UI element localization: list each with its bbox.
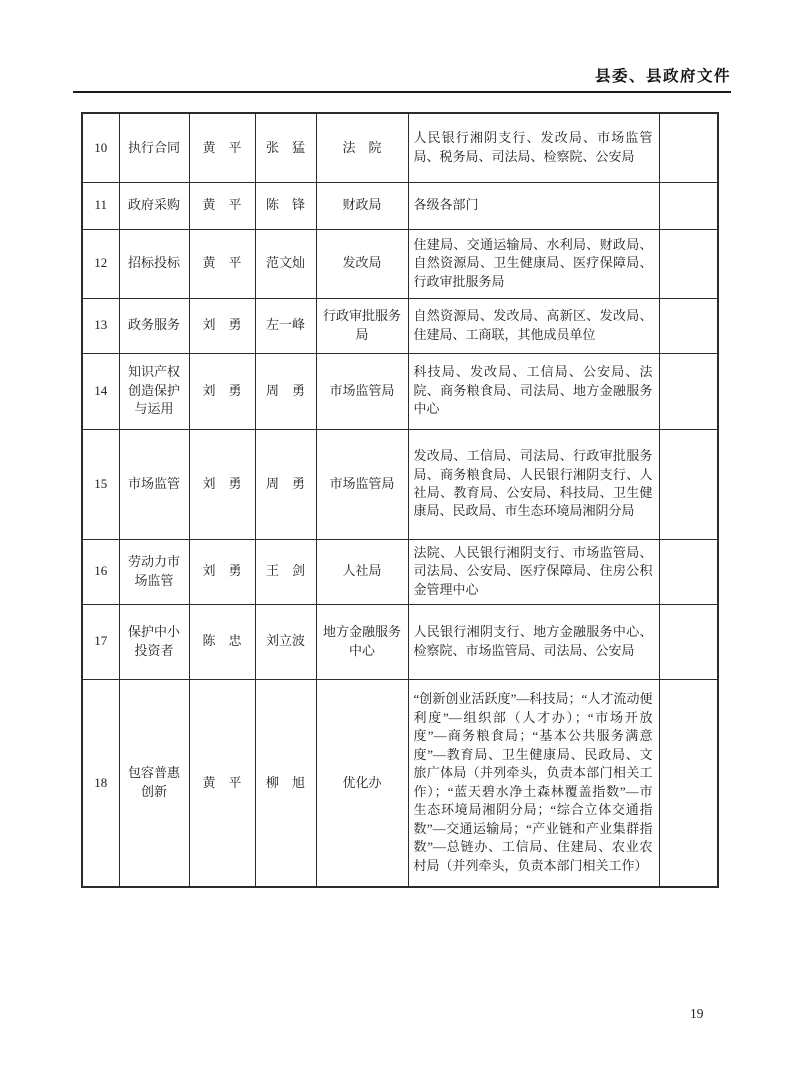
responsible-units-cell: 人民银行湘阴支行、发改局、市场监管局、税务局、司法局、检察院、公安局 [408, 113, 659, 182]
seq-cell: 13 [82, 298, 119, 353]
responsibility-table [81, 112, 719, 888]
table-row [82, 539, 718, 604]
first-leader-cell: 黄 平 [189, 182, 255, 229]
first-leader-cell: 刘 勇 [189, 353, 255, 429]
first-leader-cell: 陈 忠 [189, 604, 255, 679]
page-header-title: 县委、县政府文件 [594, 68, 731, 85]
remark-cell [659, 429, 718, 539]
responsible-units-cell: “创新创业活跃度”—科技局；“人才流动便利度”—组织部（人才办）；“市场开放度”—商务粮食局；“基本公共服务满意度”—教育局、卫生健康局、民政局、文旅广体局（并列牵头，负责本部门相关工作）；“蓝天碧水净土森林覆盖指数”—市生态环境局湘阴分局；“综合立体交通指数”—交通运输局；“产业链和产业集群指数”—总链办、工信局、住建局、农业农村局（并列牵头，负责本部门相关工作） [408, 679, 659, 887]
table-row [82, 113, 718, 182]
lead-unit-cell: 优化办 [316, 679, 408, 887]
table-row [82, 679, 718, 887]
second-leader-cell: 张 猛 [255, 113, 316, 182]
indicator-cell: 保护中小投资者 [119, 604, 189, 679]
indicator-cell: 执行合同 [119, 113, 189, 182]
remark-cell [659, 353, 718, 429]
responsible-units-cell: 各级各部门 [408, 182, 659, 229]
header-rule [73, 91, 731, 93]
seq-cell: 15 [82, 429, 119, 539]
first-leader-cell: 刘 勇 [189, 429, 255, 539]
second-leader-cell: 柳 旭 [255, 679, 316, 887]
indicator-cell: 市场监管 [119, 429, 189, 539]
indicator-cell: 政务服务 [119, 298, 189, 353]
first-leader-cell: 黄 平 [189, 679, 255, 887]
table-row [82, 429, 718, 539]
seq-cell: 14 [82, 353, 119, 429]
remark-cell [659, 604, 718, 679]
remark-cell [659, 229, 718, 298]
page-number: 19 [690, 1006, 704, 1021]
lead-unit-cell: 地方金融服务中心 [316, 604, 408, 679]
responsible-units-cell: 住建局、交通运输局、水利局、财政局、自然资源局、卫生健康局、医疗保障局、行政审批服务局 [408, 229, 659, 298]
lead-unit-cell: 发改局 [316, 229, 408, 298]
seq-cell: 11 [82, 182, 119, 229]
table-row [82, 604, 718, 679]
lead-unit-cell: 财政局 [316, 182, 408, 229]
remark-cell [659, 298, 718, 353]
second-leader-cell: 周 勇 [255, 429, 316, 539]
second-leader-cell: 刘立波 [255, 604, 316, 679]
indicator-cell: 包容普惠创新 [119, 679, 189, 887]
seq-cell: 17 [82, 604, 119, 679]
table-row [82, 298, 718, 353]
table-row [82, 353, 718, 429]
indicator-cell: 知识产权创造保护与运用 [119, 353, 189, 429]
second-leader-cell: 王 剑 [255, 539, 316, 604]
indicator-cell: 劳动力市场监管 [119, 539, 189, 604]
remark-cell [659, 113, 718, 182]
first-leader-cell: 黄 平 [189, 229, 255, 298]
seq-cell: 12 [82, 229, 119, 298]
responsible-units-cell: 人民银行湘阴支行、地方金融服务中心、检察院、市场监管局、司法局、公安局 [408, 604, 659, 679]
remark-cell [659, 182, 718, 229]
second-leader-cell: 左一峰 [255, 298, 316, 353]
remark-cell [659, 679, 718, 887]
seq-cell: 16 [82, 539, 119, 604]
responsible-units-cell: 法院、人民银行湘阴支行、市场监管局、司法局、公安局、医疗保障局、住房公积金管理中心 [408, 539, 659, 604]
responsible-units-cell: 发改局、工信局、司法局、行政审批服务局、商务粮食局、人民银行湘阴支行、人社局、教育局、公安局、科技局、卫生健康局、民政局、市生态环境局湘阴分局 [408, 429, 659, 539]
indicator-cell: 政府采购 [119, 182, 189, 229]
second-leader-cell: 陈 锋 [255, 182, 316, 229]
lead-unit-cell: 市场监管局 [316, 353, 408, 429]
second-leader-cell: 周 勇 [255, 353, 316, 429]
table-row [82, 182, 718, 229]
indicator-cell: 招标投标 [119, 229, 189, 298]
responsible-units-cell: 自然资源局、发改局、高新区、发改局、住建局、工商联，其他成员单位 [408, 298, 659, 353]
seq-cell: 18 [82, 679, 119, 887]
lead-unit-cell: 人社局 [316, 539, 408, 604]
second-leader-cell: 范文灿 [255, 229, 316, 298]
first-leader-cell: 刘 勇 [189, 539, 255, 604]
lead-unit-cell: 市场监管局 [316, 429, 408, 539]
remark-cell [659, 539, 718, 604]
first-leader-cell: 黄 平 [189, 113, 255, 182]
first-leader-cell: 刘 勇 [189, 298, 255, 353]
table-row [82, 229, 718, 298]
responsible-units-cell: 科技局、发改局、工信局、公安局、法院、商务粮食局、司法局、地方金融服务中心 [408, 353, 659, 429]
lead-unit-cell: 行政审批服务局 [316, 298, 408, 353]
seq-cell: 10 [82, 113, 119, 182]
lead-unit-cell: 法 院 [316, 113, 408, 182]
